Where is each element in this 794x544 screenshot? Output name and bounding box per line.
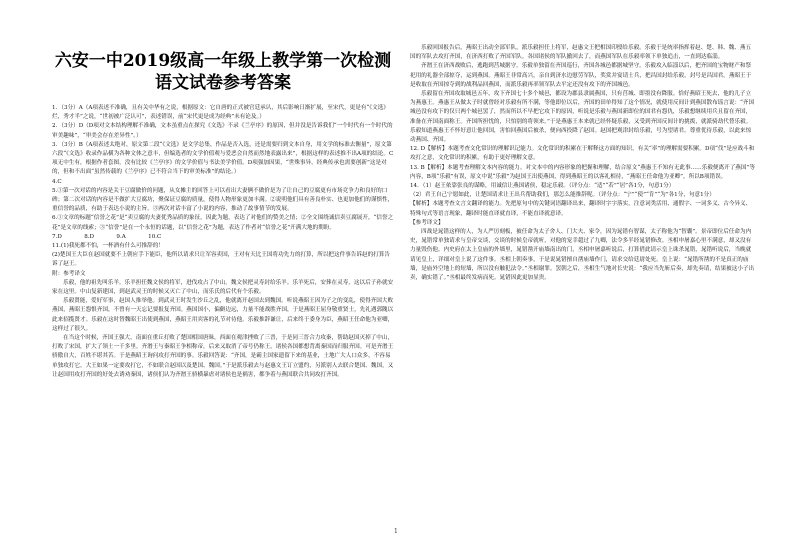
right-column	[410, 44, 756, 283]
translation-paragraph: 乐毅留在齐国攻取城邑五年，攻下齐国七十多个城邑，都设为郡县隶属燕国，只有莒城、即墨没有降服。恰好燕昭王死去，他的儿子立为燕惠王。燕惠王从做太子时就曾经对乐毅有所不满，等他即位以后，齐国的田单得知了这个情况，就使用反间计到燕国散布谣言说：“齐国城邑没有攻下的仅只两个城邑罢了，然而所以不早把它攻下的原因，听说是乐毅与燕国新即位的国君有怨仇，乐毅想继续用兵且留在齐国，准备在齐国南面称王。齐国所担忧的，只怕别的将领来。”于是燕惠王本来就已经怀疑乐毅，又受到齐国反间计的挑拨，就派骑劫代替乐毅。乐毅知道燕惠王不怀好意让他回国，害怕回燕国后被杀，便向西投降了赵国。赵国把观津封给乐毅，号为望诸君。尊重优待乐毅，以此来惊动燕国、齐国。	[410, 91, 755, 144]
answer-14-1: 14．（1）赵王依靠张良的谋略，用诚信让燕国诸侯，稳定乐毅。（评分点：“适”“若”“居”各1分，句意1分）	[410, 183, 675, 190]
answer-11-1: 11.(1)我死都不怕，一杯酒有什么可推辞的！	[52, 243, 164, 250]
translation-paragraph: 四战是晁错这样的人，为人严厉刻板，被任命为太子舍人、门大夫、家令，因为晁错有智谋，太子称他为“智囊”。景帝即位后任命为内史，晁错常单独请求与皇帝交谈，交谈的时候皇帝就听，对他的宠幸超过了九卿，法令多半经晁错修改。丞相申屠嘉心里不满意，却又没有力量毁伤他。内史府在太上皇庙的外墙里，晁错凿开庙墙南出的门，丞相申屠嘉听说后，打算借此请示皇上诛杀晁错，晁错听说后，当晚就请见皇上，详细对皇上说了这件事。丞相上朝奏事，于是说晁错擅自凿庙墙作门，请求交给廷尉处死。皇上说：“晁错所凿的不是真正的庙墙，是庙外空地上的短墙，所以没有触犯法令。”丞相谢罪。罢朝之后，丞相生气地对长史说：“我应当先斩后奏，却先奏请，结果被这小子出卖，确实错了。”丞相最终发病而死。晁错因此更加显贵。	[410, 229, 755, 282]
translation-paragraph: 齐湣王在济西战败后，逃跑到莒城据守。乐毅单独留在齐国巡行，齐国各城邑都据城坚守。乐毅攻入临淄以后，把齐国的宝物财产和祭祀用的礼器全部掠夺，运到燕国。燕昭王非常高兴，亲自到济水边慰劳军队，奖赏并宴请士兵，把昌国封给乐毅，封号是昌国君。燕昭王于是收取在齐国掠夺到的战利品回燕国，而派乐毅再率领军队去平定还没有攻下的齐国城邑。	[410, 63, 752, 88]
translation-heading: 附：参考译文	[52, 270, 86, 277]
translation-paragraph: 乐毅贤能，爱好军事，赵国人推举他。到武灵王时发生沙丘之乱，他就离开赵国去到魏国。听说燕昭王因为子之的变乱，使得齐国大败燕国，燕昭王怨恨齐国，不曾有一天忘记要报复齐国。燕国国小，偏僻边远，力量不能战胜齐国，于是燕昭王屈身敬重贤士，先礼遇郭隗以此来招揽贤才。乐毅在这时替魏昭王出使到燕国，燕昭王用宾客的礼节对待他。乐毅推辞谦让，后来终于委身为臣，燕昭王任命他为亚卿，这样过了很久。	[52, 298, 394, 332]
answer-1: 1．（3分）A（A项表述不准确，且有关中华有之说，根据原文：它自唐的正式被官廷承认，其后影响日渐扩展，至宋代，更是有“《文选》烂，秀才半”之说，“世初被广泛认可”，表述错误，前“宋代更是成为经典”未有论及。）	[52, 105, 389, 121]
reference-translation-heading: 【参考译文】	[410, 219, 444, 226]
answer-12: 12. D【解析】本题考查文化常识的理解识记能力。文化常识的积累在于解释这方面的知识，有关“率”的理解需要积累。D项“伐”是应战斗和攻打之意，文化常识的积累，有助于更好理解文意。	[410, 146, 755, 162]
answer-6: 6.①文章的标题“信誉之花”是“卖豆腐的夫妻优秀品质的象征，因此为题，表达了对他们的赞美之情；②全文围绕诚信卖豆腐展开，“信誉之花”是文章的线索；③“信誉”是在一个永恒的话题，以“信誉之花”为题，表达了作者对“信誉之花”开满大地的期盼。	[52, 215, 394, 231]
answer-5: 5.①第一次对话的内容是关于豆腐做价的问题，从女摊主的回答上可以看出大妻俩不做价是为了让自己的豆腐更有市场竞争力和良好的口碑；第二次对话的内容是不做扩大豆腐坊，聚保证豆腐的质量，使得人物形象更加丰满。②说明他们具有善良朴实、也更加他们的谨慎性，重信誉的品质，有助于表达小说的主旨。③两次对话丰富了小说的内容，推动了故事情节的发展。	[52, 187, 394, 213]
answer-4: 4.C	[52, 178, 62, 185]
answer-14-analysis: 【解析】本题考查文言文翻译的能力。先把原句中的关键词语翻译出来，翻译时字字落实，注意词类活用、通假字、一词多义、古今异义、特殊句式等语言现象，翻译时能直译就直译，不能直译就意译。	[410, 201, 752, 217]
answers-7-10: 7.D 8.D 9.A 10.C	[52, 233, 162, 240]
page-number: 1	[394, 528, 398, 535]
page-subtitle: 语文试卷参考答案	[155, 73, 291, 93]
answer-2: 2．（3分）D（D项对文本结构理解不准确，文本虽重点在探究《文选》不录《兰亭序》的原因，但并没是告诉我们“一个时代有一个时代的审美趣味”，“审美会存在差异性”。）	[52, 123, 393, 139]
translation-paragraph: 乐毅，他的祖先叫乐羊。乐羊担任魏文侯的将军，进伐攻占了中山。魏文侯把灵寿封给乐羊。乐羊死后，安葬在灵寿，这以后子孙就安家在这里。中山复新建国，到赵武灵王的时候又灭亡了中山，而乐氏的后代有个乐毅。	[52, 279, 394, 296]
left-column	[52, 40, 394, 380]
answer-3: 3．（3分）B（A项表述太绝对，原文第二段“《文选》是文学总集，作品是否入选，还是需要归到文本自身，用文学的标准去衡量”，原文第六段“《文选》收录作品横为各种文体之意丰，但编选者的文学价值观与爱恶会自然而然地表露出来”，根据这样的表述推不出A项的结论。C项无中生有，根据作者套图，没有比较《兰亭序》的文学价值与书法美学价值。D项强加因果，“世殊事异，经典传承也需要创新”这是对的，但和不出面“虽然传载的《兰亭序》已不符合当下的审美标准”的结论。）	[52, 141, 394, 176]
answer-13: 13. B【解析】本题考查理解文本内容的能力。对文本中的内容形象的把握和理解，结合原文“燕惠王不知有无此事……乐毅便离开了燕国”等内容，B项“乐毅”有误，原文中说“乐毅”为赵国王出使燕国，得到燕昭王的以客礼相待，“燕昭王任命他为亚卿”，所以B项错误。	[410, 164, 755, 180]
translation-paragraph: 乐毅回国报告后，燕昭王出动全部军队，派乐毅担任上将军，赵惠文王把相国印授给乐毅。乐毅于是统率指挥着赵、楚、韩、魏、燕五国的军队去攻打齐国，在济西打败了齐国军队。各国诸侯的军队撤回去了，而燕国军队在乐毅率领下单独追击，一直到达临淄。	[410, 45, 752, 61]
page-title: 六安一中2019级高一年级上教学第一次检测	[54, 51, 392, 71]
translation-paragraph: 在当这个时候，齐国王强大，南面在重丘打败了楚国相国唐昧，西面在观津挫败了三晋，于是同三晋合力攻秦，帮助赵国灭掉了中山，打败了宋国，扩大了领土一千多里。齐湣王与秦昭王争相称帝，后来又取消了帝号仍称王，诸侯各国都想背离秦国而归服齐国。可是齐湣王骄傲自大，百姓不堪其苦。于是燕昭王询问攻打齐国的事。乐毅回答说：“齐国，是霸主国家遗留下来的基业，土地广大人口众多，不容易单独攻打它。大王如果一定要攻打它，不如联合赵国以及楚国、魏国。”于是派乐毅去与赵惠文王订立盟约，另派别人去联合楚国、魏国，又让赵国用攻打齐国的好处去诱劝秦国，诸侯们认为齐湣王骄横暴虐对诸侯也是祸害，都争着与燕国联合共同攻打齐国。	[52, 335, 394, 378]
answer-14-2: （2）君王自己宁愿如此，让楚国请求让王出兵帮助我们，那怎么能推辞呢。（评分点：“宁”“使”“肯”“为”各1分，句意1分）	[410, 192, 715, 199]
answer-11-2: (2)楚国王大臣在赵国就要不上朝应手下能臣，他所以请求只让军容卖国，王对有天比王国将功先力的打算，所以把这件事告诉赵的打算告诉了赵王。	[52, 252, 390, 268]
